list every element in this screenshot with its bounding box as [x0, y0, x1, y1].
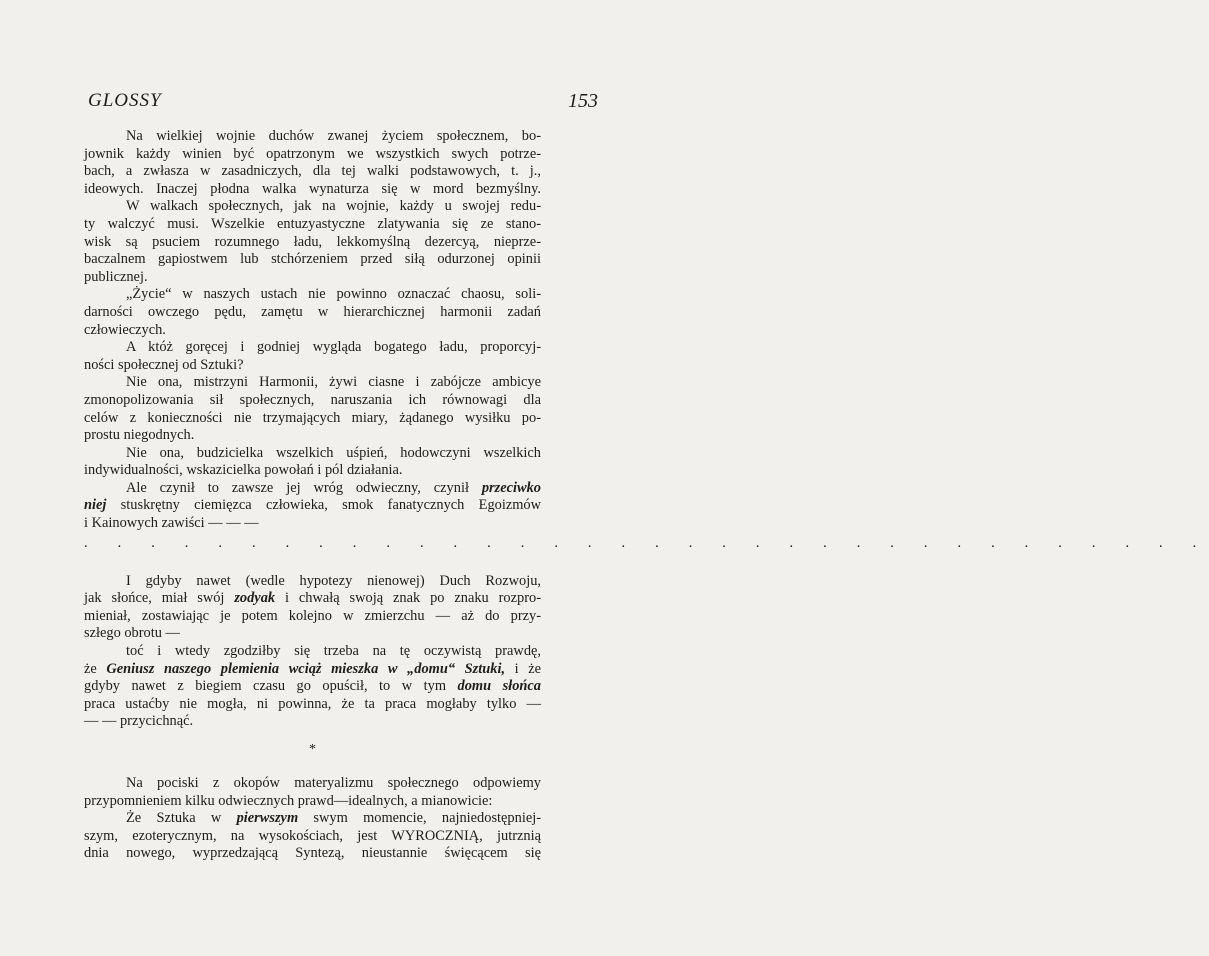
paragraph-2 [84, 198, 541, 286]
text-line: Nie ona, mistrzyni Harmonii, żywi ciasne i zabójcze ambicye [126, 374, 541, 391]
text-line: ideowych. Inaczej płodna walka wynaturza się w mord bezmyślny. [84, 180, 541, 197]
paragraph-11 [84, 810, 541, 863]
text-line: I gdyby nawet (wedle hypotezy nienowej) Duch Rozwoju, [126, 572, 541, 589]
paragraph-9 [84, 643, 541, 731]
page-header [88, 90, 598, 120]
text-line: toć i wtedy zgodziłby się trzeba na tę oczywistą prawdę, [126, 643, 541, 660]
emphasis-text: pierwszym [236, 810, 299, 827]
text-line: prostu niegodnych. [84, 427, 195, 444]
text-run: stuskrętny ciemięzca człowieka, smok fanatycznych Egoizmów [106, 497, 541, 514]
emphasis-text: zodyak [234, 590, 276, 607]
text-line: ności społecznej od Sztuki? [84, 356, 244, 373]
paragraph-4 [84, 339, 541, 374]
section-asterisk: * [309, 742, 316, 757]
text-line: Na wielkiej wojnie duchów zwanej życiem społecznem, bo- [126, 128, 541, 144]
text-line: praca ustaćby nie mogła, ni powinna, że ta praca mogłaby tylko — [84, 695, 541, 712]
paragraph-8 [84, 573, 541, 643]
emphasis-text: domu słońca [457, 678, 541, 695]
paragraph-5 [84, 374, 541, 444]
paragraph-1 [84, 128, 541, 198]
running-head: GLOSSY [88, 90, 162, 111]
text-line: jownik każdy winien być opatrzonym we wszystkich swych potrze- [84, 145, 541, 162]
text-line: dnia nowego, wyprzedzającą Syntezą, nieustannie święcącem się [84, 845, 541, 862]
text-line: szłego obrotu — [84, 625, 180, 642]
paragraph-3 [84, 286, 541, 339]
text-line: A któż goręcej i godniej wygląda bogatego ładu, proporcyj- [126, 339, 541, 356]
text-run: Że Sztuka w [126, 810, 237, 827]
text-line: i Kainowych zawiści — — — [84, 515, 259, 532]
text-line: indywidualności, wskazicielka powołań i pól działania. [84, 462, 403, 479]
text-run: że [84, 660, 107, 677]
text-line [84, 497, 541, 515]
paragraph-10 [84, 775, 541, 810]
text-line: zmonopolizowania sił społecznych, naruszania ich równowagi dla [84, 391, 541, 408]
text-run: i że [505, 660, 542, 677]
text-line [84, 810, 541, 828]
text-run: jak słońce, miał swój [84, 590, 235, 607]
text-line [84, 480, 541, 498]
emphasis-text: Geniusz naszego plemienia wciąż mieszka w „domu“ Sztuki, [106, 660, 506, 677]
text-line: darności owczego pędu, zamętu w hierarchicznej harmonii zadań [84, 303, 541, 320]
text-line: W walkach społecznych, jak na wojnie, każdy u swojej redu- [126, 198, 541, 215]
text-line [84, 661, 541, 679]
emphasis-text: przeciwko [481, 479, 541, 496]
paragraph-7 [84, 480, 541, 533]
text-run: i chwałą swoją znak po znaku rozpro- [275, 590, 541, 607]
text-line: bach, a zwłasza w zasadniczych, dla tej walki podstawowych, t. j., [84, 163, 541, 180]
text-line: człowieczych. [84, 321, 166, 338]
text-line: szym, ezoterycznym, na wysokościach, jest WYROCZNIĄ, jutrznią [84, 827, 541, 844]
text-line: ty walczyć musi. Wszelkie entuzyastyczne zlatywania się ze stano- [84, 215, 541, 232]
text-line [84, 678, 541, 696]
text-run: Ale czynił to zawsze jej wróg odwieczny, czynił [126, 479, 482, 496]
text-line: „Życie“ w naszych ustach nie powinno oznaczać chaosu, soli- [126, 286, 541, 303]
text-line: Nie ona, budzicielka wszelkich uśpień, hodowczyni wszelkich [126, 444, 541, 461]
text-line: publicznej. [84, 268, 148, 285]
emphasis-text: niej [84, 497, 107, 514]
text-line: przypomnieniem kilku odwiecznych prawd—idealnych, a mianowicie: [84, 792, 493, 809]
text-run: swym momencie, najniedostępniej- [298, 810, 541, 827]
page-body [84, 128, 1209, 863]
text-line: wisk są psuciem rozumnego ładu, lekkomyślną dezercyą, nieprze- [84, 233, 541, 250]
text-line: — — przycichnąć. [84, 713, 194, 730]
text-line [84, 590, 541, 608]
text-line: mieniał, zostawiając je potem kolejno w zmierzchu — aż do przy- [84, 607, 541, 624]
text-run: gdyby nawet z biegiem czasu go opuścił, to w tym [84, 678, 458, 695]
text-line: Na pociski z okopów materyalizmu społecznego odpowiemy [126, 775, 541, 791]
text-line: baczalnem gapiostwem lub stchórzeniem przed siłą odurzonej opinii [84, 251, 541, 268]
paragraph-6 [84, 445, 541, 480]
text-line: celów z konieczności nie trzymających miary, żądanego wysiłku po- [84, 409, 541, 426]
dotted-separator: . . . . . . . . . . . . . . . . . . . . . . . . . . . . . . . . . . [84, 534, 1209, 551]
page-number: 153 [568, 90, 598, 112]
